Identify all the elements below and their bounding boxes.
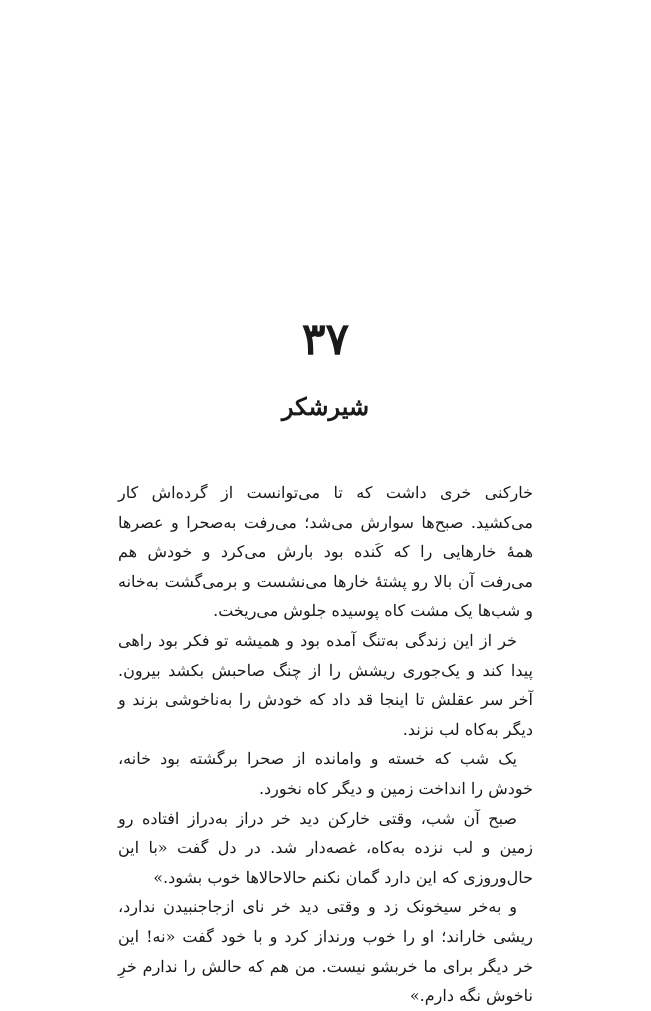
paragraph: یک شب که خسته و وامانده از صحرا برگشته بود خانه، خودش را انداخت زمین و دیگر کاه نخورد. xyxy=(118,749,533,798)
paragraph: خارکنی خری داشت که تا می‌توانست از گرده‌اش کار می‌کشید. صبح‌ها سوارش می‌شد؛ می‌رفت به‌صحرا و عصرها همهٔ خارهایی را که کَنده بود بارش می‌کرد و خودش هم می‌رفت آن بالا رو پشتهٔ خارها می‌نشست و برمی‌گشت به‌خانه و شب‌ها یک مشت کاه پوسیده جلوش می‌ریخت. xyxy=(118,483,533,621)
paragraph: صبح آن شب، وقتی خارکن دید خر دراز به‌دراز افتاده رو زمین و لب نزده به‌کاه، غصه‌دار شد. در دل گفت «با این حال‌وروزی که این دارد گمان نکنم حالاحالاها خوب بشود.» xyxy=(118,808,533,887)
paragraph: خر از این زندگی به‌تنگ آمده بود و همیشه تو فکر بود راهی پیدا کند و یک‌جوری ریشش را از چنگ صاحبش بکشد بیرون. آخر سر عقلش تا اینجا قد داد که خودش را به‌ناخوشی بزند و دیگر به‌کاه لب نزند. xyxy=(118,630,533,739)
paragraph: و به‌خر سیخونک زد و وقتی دید خر نای ازجاجنبیدن ندارد، ریشی خاراند؛ او را خوب ورنداز کرد و با خود گفت «نه! این خر دیگر برای ما خربشو نیست. من هم که حالش را ندارم خرِ ناخوش نگه دارم.» xyxy=(118,897,533,1006)
chapter-title: شیرشکر xyxy=(281,392,370,421)
chapter-body xyxy=(118,478,533,1011)
chapter-number: ۳۷ xyxy=(301,314,350,365)
